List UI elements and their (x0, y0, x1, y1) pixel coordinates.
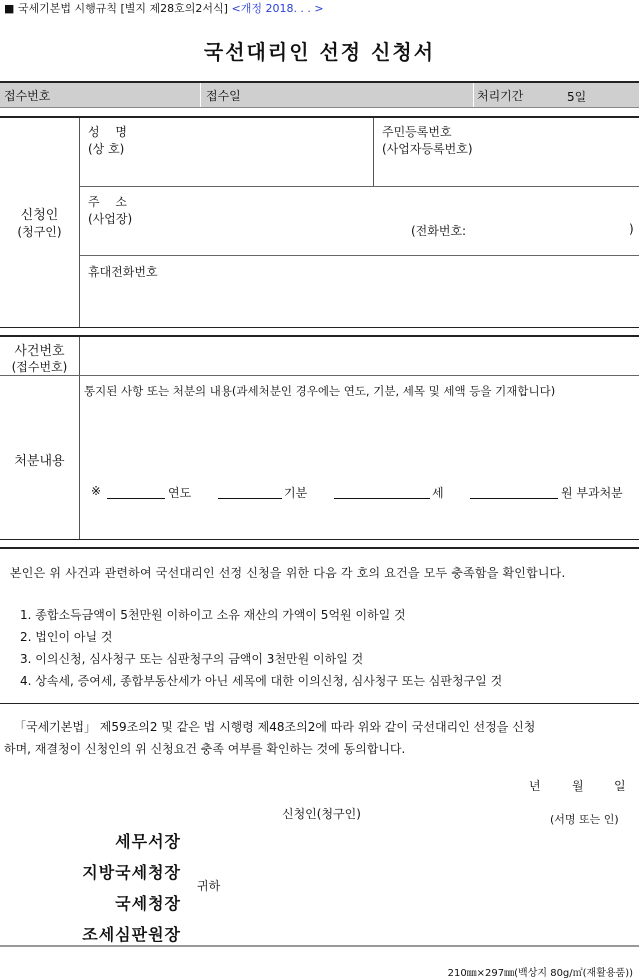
amount-suffix: 원 부과처분 (561, 486, 623, 500)
date-day-label: 일 (614, 779, 626, 793)
date-year-label: 년 (529, 779, 541, 793)
divider (0, 375, 639, 376)
year-field-line (107, 498, 165, 499)
revision-note: <개정 2018. . . > (231, 2, 324, 15)
processing-period-value: 5일 (567, 90, 587, 104)
divider (79, 118, 80, 328)
divider (473, 83, 474, 107)
recipient-national-office: 국세청장 (115, 894, 181, 913)
divider (0, 547, 639, 549)
processing-period-label: 처리기간 (477, 89, 524, 103)
divider (79, 337, 80, 539)
name-label: 성 명 (88, 125, 133, 139)
page-title: 국선대리인 선정 신청서 (203, 40, 436, 64)
divider (0, 335, 639, 337)
requirement-item: 4. 상속세, 증여세, 종합부동산세가 아닌 세목에 대한 이의신청, 심사청구 또는 심판청구일 것 (20, 674, 503, 688)
phone-close: ) (629, 222, 634, 236)
requirement-item: 2. 법인이 아닐 것 (20, 630, 113, 644)
address-label: 주 소 (88, 195, 133, 209)
period-field-line (218, 498, 282, 499)
divider (80, 255, 639, 256)
divider (0, 945, 639, 947)
case-number-label: 사건번호 (14, 344, 65, 359)
form-caption (4, 0, 324, 16)
note-mark: ※ (91, 484, 102, 498)
tax-field-line (334, 498, 430, 499)
divider (0, 327, 639, 328)
address-sub-label: (사업장) (88, 212, 133, 226)
date-month-label: 월 (572, 779, 584, 793)
recipient-tax-office: 세무서장 (115, 832, 181, 851)
applicant-signature-label: 신청인(청구인) (282, 807, 361, 821)
business-number-label: (사업자등록번호) (382, 142, 473, 156)
applicant-section-sub: (청구인) (17, 225, 62, 239)
divider (373, 118, 374, 186)
period-suffix: 기분 (284, 486, 308, 500)
case-number-sub: (접수번호) (11, 360, 68, 374)
recipient-suffix: 귀하 (197, 879, 221, 893)
divider (0, 703, 639, 704)
mobile-label: 휴대전화번호 (88, 265, 158, 279)
year-suffix: 연도 (168, 486, 192, 500)
requirement-item: 1. 종합소득금액이 5천만원 이하이고 소유 재산의 가액이 5억원 이하일 것 (20, 608, 406, 622)
applicant-section-label: 신청인 (20, 208, 59, 223)
divider (0, 116, 639, 118)
divider (80, 186, 639, 187)
divider (0, 107, 639, 108)
recipient-tribunal: 조세심판원장 (82, 925, 181, 944)
disposition-label: 처분내용 (14, 454, 65, 469)
form-reference: ■ 국세기본법 시행규칙 [별지 제28호의2서식] (4, 2, 228, 15)
signature-note: (서명 또는 인) (550, 813, 619, 826)
requirement-item: 3. 이의신청, 심사청구 또는 심판청구의 금액이 3천만원 이하일 것 (20, 652, 364, 666)
divider (200, 83, 201, 107)
paper-spec: 210㎜×297㎜(백상지 80g/㎡(재활용품)) (447, 968, 633, 979)
receipt-bar (0, 83, 639, 107)
tax-suffix: 세 (432, 486, 444, 500)
consent-line: 「국세기본법」 제59조의2 및 같은 법 시행령 제48조의2에 따라 위와 같이 국선대리인 선정을 신청 (14, 720, 536, 734)
phone-label: (전화번호: (411, 224, 467, 238)
amount-field-line (470, 498, 558, 499)
receipt-number-label: 접수번호 (4, 89, 51, 103)
consent-line: 하며, 재결청이 신청인의 위 신청요건 충족 여부를 확인하는 것에 동의합니다. (4, 742, 406, 756)
confirmation-intro: 본인은 위 사건과 관련하여 국선대리인 선정 신청을 위한 다음 각 호의 요건을 모두 충족함을 확인합니다. (10, 566, 566, 580)
divider (0, 539, 639, 540)
resident-number-label: 주민등록번호 (382, 125, 452, 139)
disposition-instruction: 통지된 사항 또는 처분의 내용(과세처분인 경우에는 연도, 기분, 세목 및 세액 등을 기재합니다) (84, 384, 556, 398)
receipt-date-label: 접수일 (206, 89, 241, 103)
name-sub-label: (상 호) (88, 142, 125, 156)
recipient-regional-office: 지방국세청장 (82, 863, 181, 882)
